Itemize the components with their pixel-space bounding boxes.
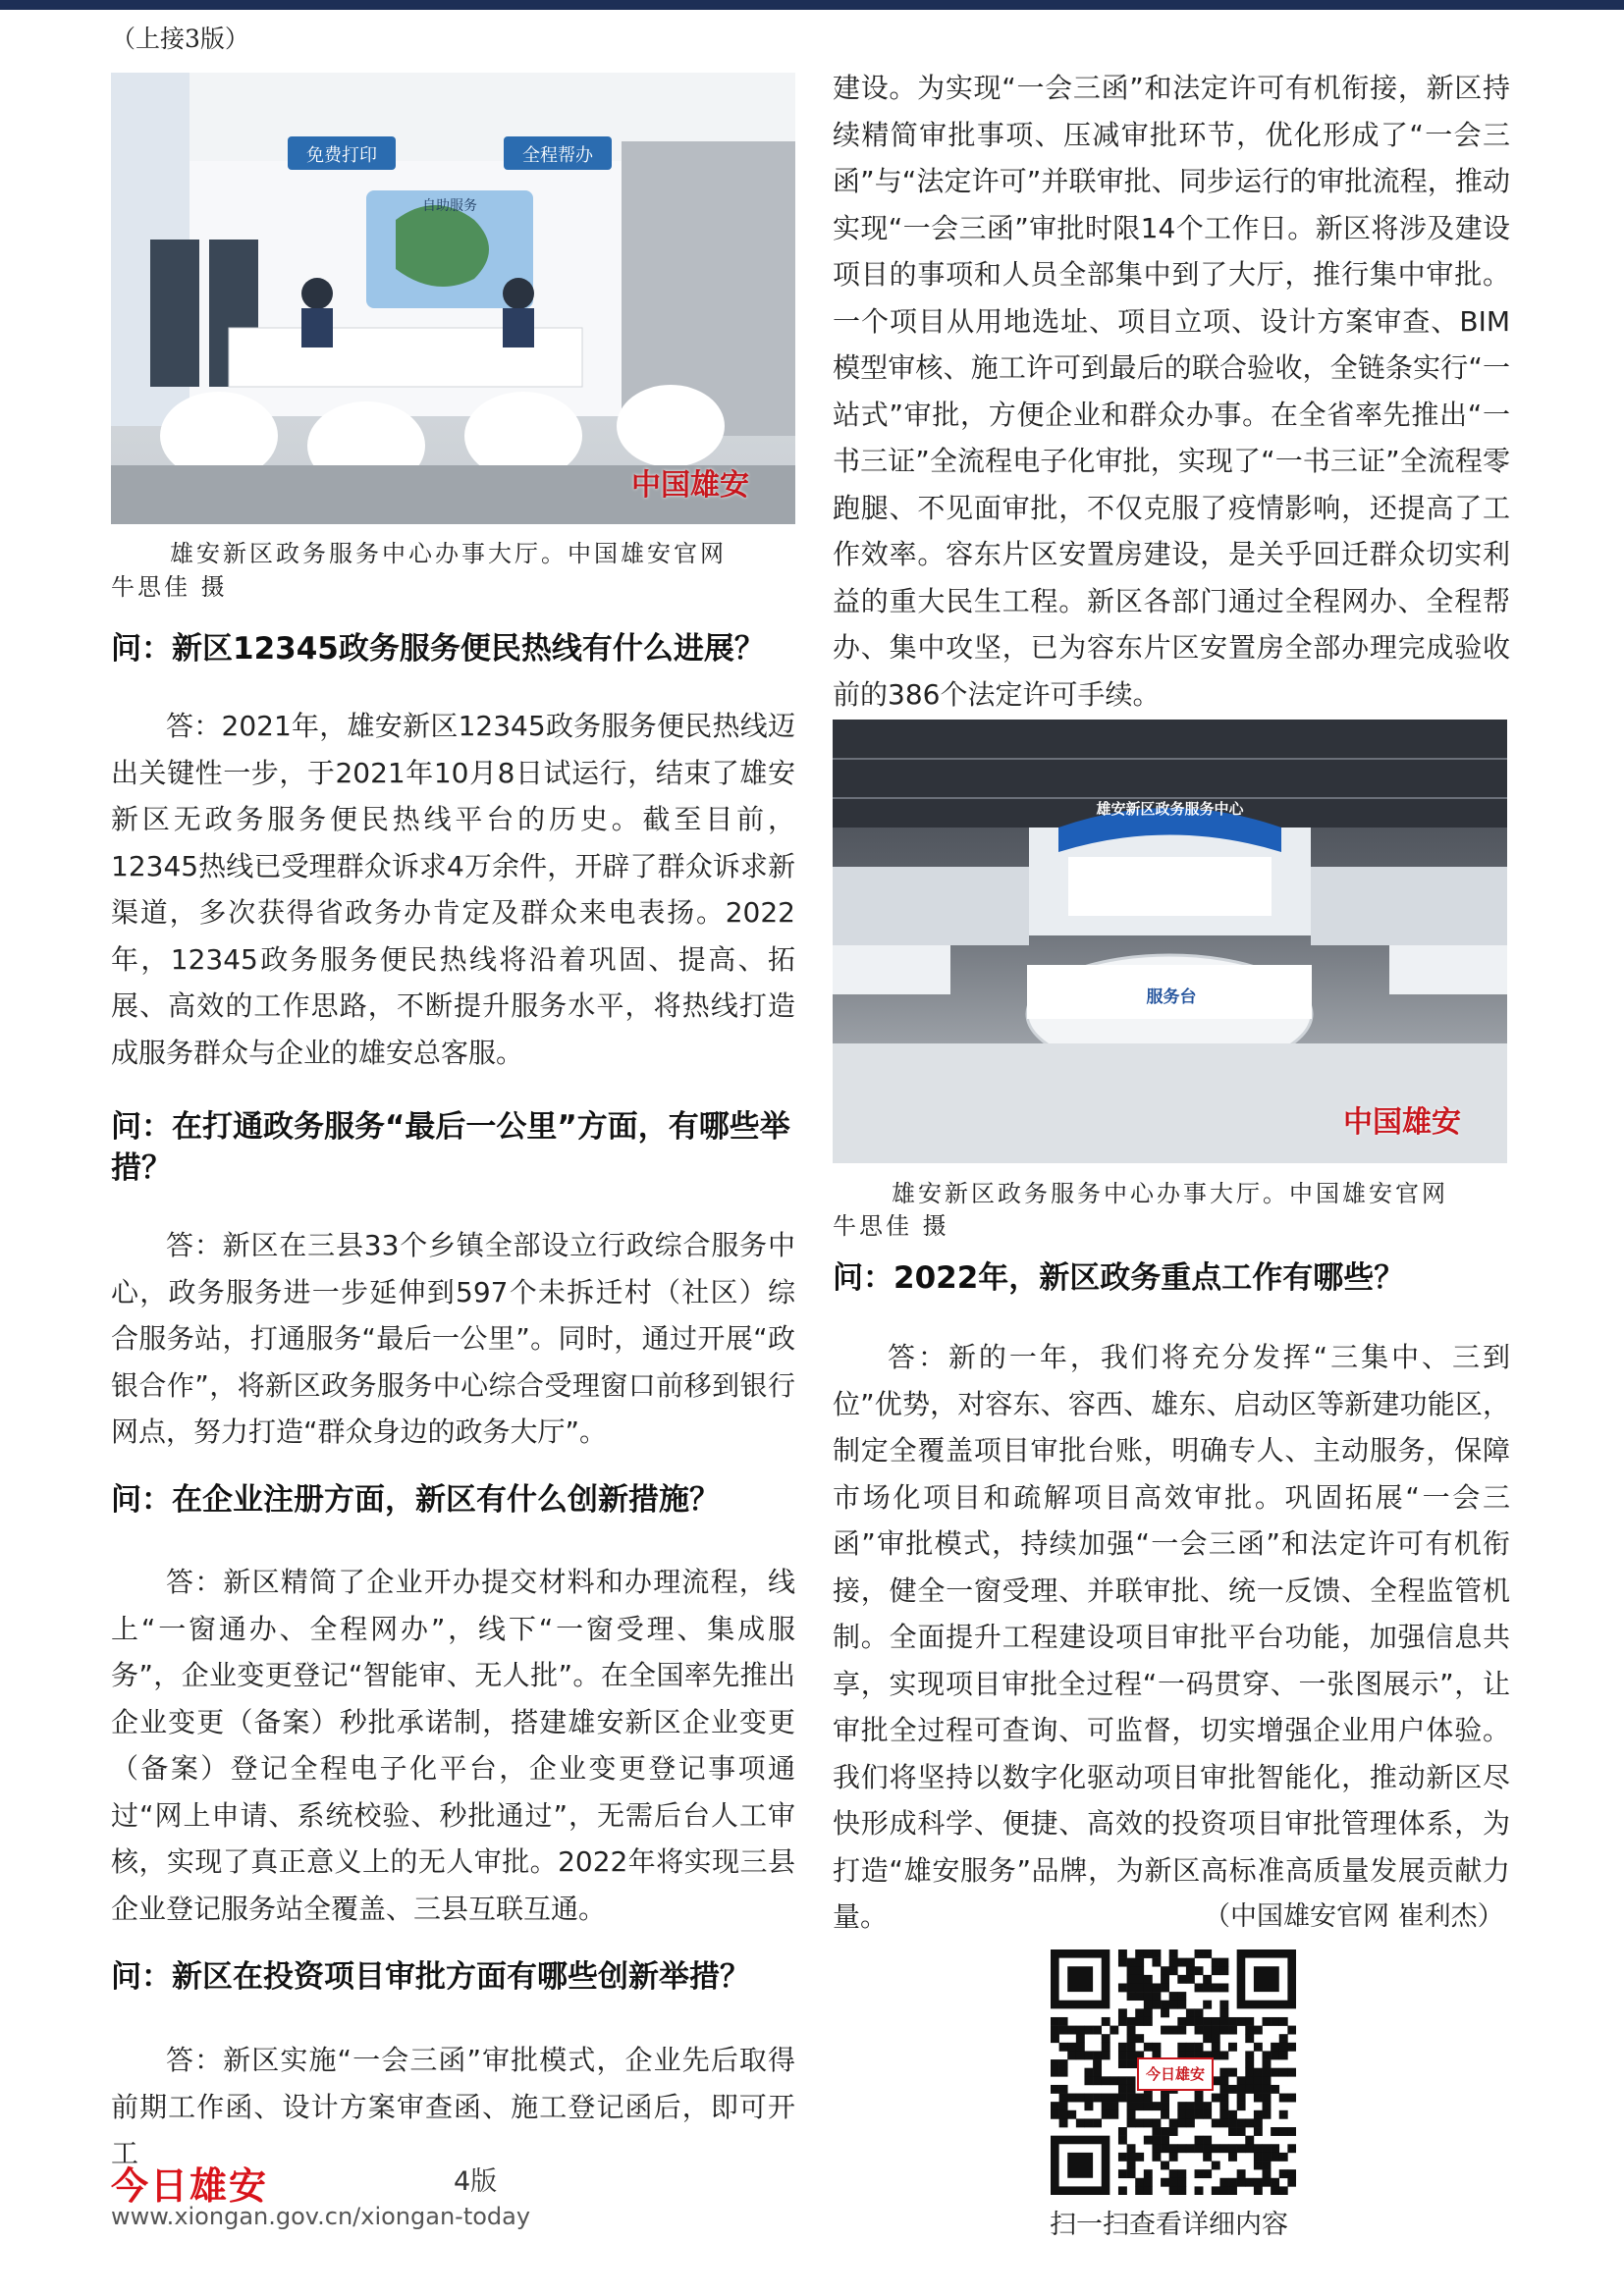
- answer-hotline: 答：2021年，雄安新区12345政务服务便民热线迈出关键性一步，于2021年10月8日试运行，结束了雄安新区无政务服务便民热线平台的历史。截至目前，12345热线已受理群众诉求4万余件，开辟了群众诉求新渠道，多次获得省政务办肯定及群众来电表扬。2022年，12345政务服务便民热线将沿着巩固、提高、拓展、高效的工作思路，不断提升服务水平，将热线打造成服务群众与企业的雄安总客服。: [111, 710, 795, 1069]
- photo-watermark-1: 中国雄安: [631, 468, 749, 503]
- answer-investment-approval: 答：新区实施“一会三函”审批模式，企业先后取得前期工作函、设计方案审查函、施工登记函后，即可开工: [111, 2044, 795, 2169]
- photo-caption-1: [170, 538, 798, 570]
- answer-key-work-2022: 答：新的一年，我们将充分发挥“三集中、三到位”优势，对容东、容西、雄东、启动区等新建功能区，制定全覆盖项目审批台账，明确专人、主动服务，保障市场化项目和疏解项目高效审批。巩固拓展“一会三函”审批模式，持续加强“一会三函”和法定许可有机衔接，健全一窗受理、并联审批、统一反馈、全程监管机制。全面提升工程建设项目审批平台功能，加强信息共享，实现项目审批全过程“一码贯穿、一张图展示”，让审批全过程可查询、可监督，切实增强企业用户体验。我们将坚持以数字化驱动项目审批智能化，推动新区尽快形成科学、便捷、高效的投资项目审批管理体系，为打造“雄安服务”品牌，为新区高标准高质量发展贡献力量。: [833, 1341, 1510, 1933]
- brand-logo: 今日雄安: [111, 2163, 269, 2208]
- sign-assistance: 全程帮办: [522, 145, 593, 166]
- sign-free-print: 免费打印: [306, 145, 377, 166]
- answer-investment-approval-cont: 建设。为实现“一会三函”和法定许可有机衔接，新区持续精简审批事项、压减审批环节，优化形成了“一会三函”与“法定许可”并联审批、同步运行的审批流程，推动实现“一会三函”审批时限14个工作日。新区将涉及建设项目的事项和人员全部集中到了大厅，推行集中审批。一个项目从用地选址、项目立项、设计方案审查、BIM模型审核、施工许可到最后的联合验收，全链条实行“一站式”审批，方便企业和群众办事。在全省率先推出“一书三证”全流程电子化审批，实现了“一书三证”全流程零跑腿、不见面审批，不仅克服了疫情影响，还提高了工作效率。容东片区安置房建设，是关乎回迁群众切实利益的重大民生工程。新区各部门通过全程网办、全程帮办、集中攻坚，已为容东片区安置房全部办理完成验收前的386个法定许可手续。: [833, 72, 1510, 711]
- service-hall-photo-2: [833, 720, 1507, 1163]
- sign-center-name: 雄安新区政务服务中心: [1096, 800, 1244, 818]
- left-column: [111, 0, 795, 2296]
- photo-illustration-1: [111, 73, 795, 524]
- caption-line-1: 雄安新区政务服务中心办事大厅。中国雄安官网: [170, 540, 727, 567]
- qr-center-label: 今日雄安: [1137, 2057, 1214, 2091]
- answer-enterprise-registration: 答：新区精简了企业开办提交材料和办理流程，线上“一窗通办、全程网办”，线下“一窗受理、集成服务”，企业变更登记“智能审、无人批”。在全国率先推出企业变更（备案）秒批承诺制，搭建雄安新区企业变更（备案）登记全程电子化平台，企业变更登记事项通过“网上申请、系统校验、秒批通过”，无需后台人工审核，实现了真正意义上的无人审批。2022年将实现三县企业登记服务站全覆盖、三县互联互通。: [111, 1566, 795, 1925]
- qr-code[interactable]: [1051, 1949, 1296, 2195]
- question-hotline: 问：新区12345政务服务便民热线有什么进展？: [111, 631, 765, 667]
- photo-caption-1b: 牛思佳 摄: [111, 573, 228, 601]
- question-key-work-2022: 问：2022年，新区政务重点工作有哪些？: [833, 1260, 1405, 1296]
- sign-self-service: 自助服务: [422, 198, 477, 214]
- photo-caption-2b: 牛思佳 摄: [833, 1212, 949, 1240]
- photo-watermark-2: 中国雄安: [1343, 1105, 1461, 1140]
- author-credit: （中国雄安官网 崔利杰）: [1204, 1901, 1504, 1932]
- footer-url[interactable]: www.xiongan.gov.cn/xiongan-today: [111, 2203, 531, 2230]
- qr-caption: 扫一扫查看详细内容: [1050, 2210, 1288, 2240]
- sign-service-desk: 服务台: [1146, 988, 1197, 1007]
- page-number: 4版: [454, 2166, 498, 2197]
- question-investment-approval: 问：新区在投资项目审批方面有哪些创新举措？: [111, 1959, 750, 1995]
- service-hall-photo-1: [111, 73, 795, 524]
- continued-note: （上接3版）: [111, 25, 249, 53]
- question-enterprise-registration: 问：在企业注册方面，新区有什么创新措施？: [111, 1482, 720, 1518]
- photo-caption-2: [892, 1178, 1520, 1210]
- caption-line-2: 雄安新区政务服务中心办事大厅。中国雄安官网: [892, 1180, 1448, 1207]
- answer-last-mile: 答：新区在三县33个乡镇全部设立行政综合服务中心，政务服务进一步延伸到597个未拆迁村（社区）综合服务站，打通服务“最后一公里”。同时，通过开展“政银合作”，将新区政务服务中心综合受理窗口前移到银行网点，努力打造“群众身边的政务大厅”。: [111, 1229, 795, 1448]
- question-last-mile: 问：在打通政务服务“最后一公里”方面，有哪些举措？: [111, 1109, 790, 1186]
